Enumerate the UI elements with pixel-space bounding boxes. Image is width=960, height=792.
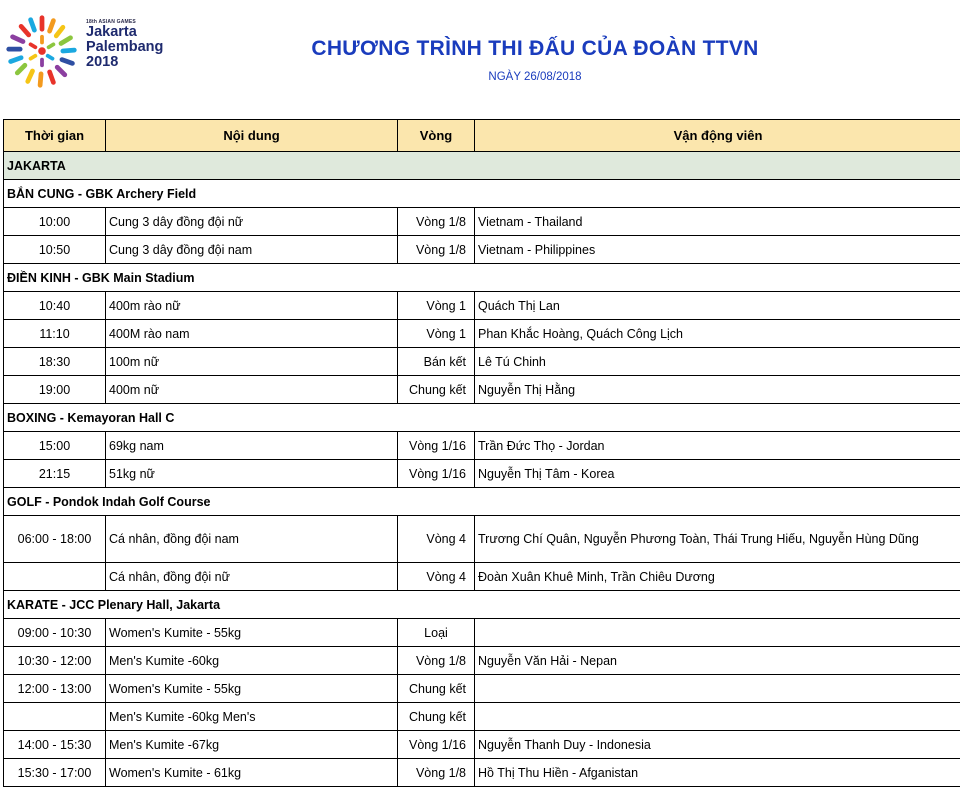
cell-athletes: Hồ Thị Thu Hiền - Afganistan [475, 759, 960, 787]
schedule-table [3, 119, 960, 787]
cell-athletes [475, 619, 960, 647]
cell-round: Bán kết [398, 348, 475, 376]
sport-label: BOXING - Kemayoran Hall C [4, 404, 960, 432]
cell-round: Chung kết [398, 675, 475, 703]
page-title: CHƯƠNG TRÌNH THI ĐẤU CỦA ĐOÀN TTVN [311, 37, 759, 60]
logo-wordmark [86, 20, 163, 70]
cell-athletes: Đoàn Xuân Khuê Minh, Trần Chiêu Dương [475, 563, 960, 591]
cell-round: Vòng 4 [398, 516, 475, 563]
cell-round: Vòng 1/16 [398, 460, 475, 488]
cell-event: Men's Kumite -60kg Men's [106, 703, 398, 731]
cell-athletes: Vietnam - Thailand [475, 208, 960, 236]
cell-athletes: Nguyễn Thanh Duy - Indonesia [475, 731, 960, 759]
table-row [4, 647, 960, 675]
cell-time: 19:00 [4, 376, 106, 404]
table-row [4, 320, 960, 348]
sport-label: ĐIỀN KINH - GBK Main Stadium [4, 264, 960, 292]
cell-round: Chung kết [398, 376, 475, 404]
cell-athletes: Quách Thị Lan [475, 292, 960, 320]
cell-event: Cá nhân, đồng đội nam [106, 516, 398, 563]
cell-time: 12:00 - 13:00 [4, 675, 106, 703]
table-row [4, 759, 960, 787]
cell-event: 400M rào nam [106, 320, 398, 348]
table-row [4, 516, 960, 563]
page-date: NGÀY 26/08/2018 [488, 71, 582, 83]
cell-event: Cung 3 dây đồng đội nam [106, 236, 398, 264]
logo-year: 2018 [86, 54, 119, 70]
cell-time: 10:00 [4, 208, 106, 236]
cell-athletes [475, 703, 960, 731]
cell-athletes: Lê Tú Chinh [475, 348, 960, 376]
table-row [4, 703, 960, 731]
sport-label: KARATE - JCC Plenary Hall, Jakarta [4, 591, 960, 619]
cell-event: 100m nữ [106, 348, 398, 376]
cell-round: Vòng 1/8 [398, 236, 475, 264]
cell-time: 15:30 - 17:00 [4, 759, 106, 787]
cell-round: Chung kết [398, 703, 475, 731]
table-row [4, 460, 960, 488]
cell-event: Men's Kumite -67kg [106, 731, 398, 759]
cell-time: 09:00 - 10:30 [4, 619, 106, 647]
cell-time: 15:00 [4, 432, 106, 460]
sport-row [4, 404, 960, 432]
cell-round: Vòng 1/8 [398, 647, 475, 675]
table-row [4, 432, 960, 460]
cell-athletes: Nguyễn Thị Tâm - Korea [475, 460, 960, 488]
header-time: Thời gian [4, 120, 106, 152]
table-row [4, 731, 960, 759]
region-row [4, 152, 960, 180]
cell-time [4, 703, 106, 731]
cell-round: Vòng 1/8 [398, 759, 475, 787]
header-round: Vòng [398, 120, 475, 152]
cell-event: Cung 3 dây đồng đội nữ [106, 208, 398, 236]
logo-city-2: Palembang [86, 39, 164, 55]
cell-athletes [475, 675, 960, 703]
cell-round: Loại [398, 619, 475, 647]
cell-round: Vòng 4 [398, 563, 475, 591]
cell-athletes: Trương Chí Quân, Nguyễn Phương Toàn, Thái Trung Hiếu, Nguyễn Hùng Dũng [475, 516, 960, 563]
sport-label: GOLF - Pondok Indah Golf Course [4, 488, 960, 516]
cell-round: Vòng 1 [398, 320, 475, 348]
sport-row [4, 488, 960, 516]
table-row [4, 675, 960, 703]
logo-city-1: Jakarta [86, 24, 137, 40]
cell-time: 10:50 [4, 236, 106, 264]
cell-event: Women's Kumite - 55kg [106, 675, 398, 703]
logo-edition: 18th ASIAN GAMES [86, 19, 136, 25]
asian-games-logo [4, 14, 80, 90]
cell-time: 21:15 [4, 460, 106, 488]
cell-round: Vòng 1/8 [398, 208, 475, 236]
table-row [4, 376, 960, 404]
cell-event: Women's Kumite - 61kg [106, 759, 398, 787]
cell-round: Vòng 1 [398, 292, 475, 320]
cell-event: 400m nữ [106, 376, 398, 404]
cell-time: 11:10 [4, 320, 106, 348]
table-row [4, 236, 960, 264]
region-label: JAKARTA [4, 152, 960, 180]
cell-event: 69kg nam [106, 432, 398, 460]
cell-round: Vòng 1/16 [398, 432, 475, 460]
cell-athletes: Nguyễn Văn Hải - Nepan [475, 647, 960, 675]
table-row [4, 208, 960, 236]
cell-event: Women's Kumite - 55kg [106, 619, 398, 647]
cell-time: 10:40 [4, 292, 106, 320]
cell-event: 400m rào nữ [106, 292, 398, 320]
cell-event: Men's Kumite -60kg [106, 647, 398, 675]
table-header-row [4, 120, 960, 152]
cell-athletes: Trần Đức Thọ - Jordan [475, 432, 960, 460]
sport-row [4, 264, 960, 292]
cell-time: 10:30 - 12:00 [4, 647, 106, 675]
table-row [4, 292, 960, 320]
sport-label: BẮN CUNG - GBK Archery Field [4, 180, 960, 208]
cell-time: 06:00 - 18:00 [4, 516, 106, 563]
cell-athletes: Nguyễn Thị Hằng [475, 376, 960, 404]
sport-row [4, 180, 960, 208]
cell-event: Cá nhân, đồng đội nữ [106, 563, 398, 591]
cell-athletes: Vietnam - Philippines [475, 236, 960, 264]
table-row [4, 348, 960, 376]
cell-athletes: Phan Khắc Hoàng, Quách Công Lịch [475, 320, 960, 348]
header-athletes: Vận động viên [475, 120, 960, 152]
cell-event: 51kg nữ [106, 460, 398, 488]
table-row [4, 619, 960, 647]
cell-time: 14:00 - 15:30 [4, 731, 106, 759]
cell-round: Vòng 1/16 [398, 731, 475, 759]
header-event: Nội dung [106, 120, 398, 152]
table-row [4, 563, 960, 591]
cell-time: 18:30 [4, 348, 106, 376]
sport-row [4, 591, 960, 619]
cell-time [4, 563, 106, 591]
